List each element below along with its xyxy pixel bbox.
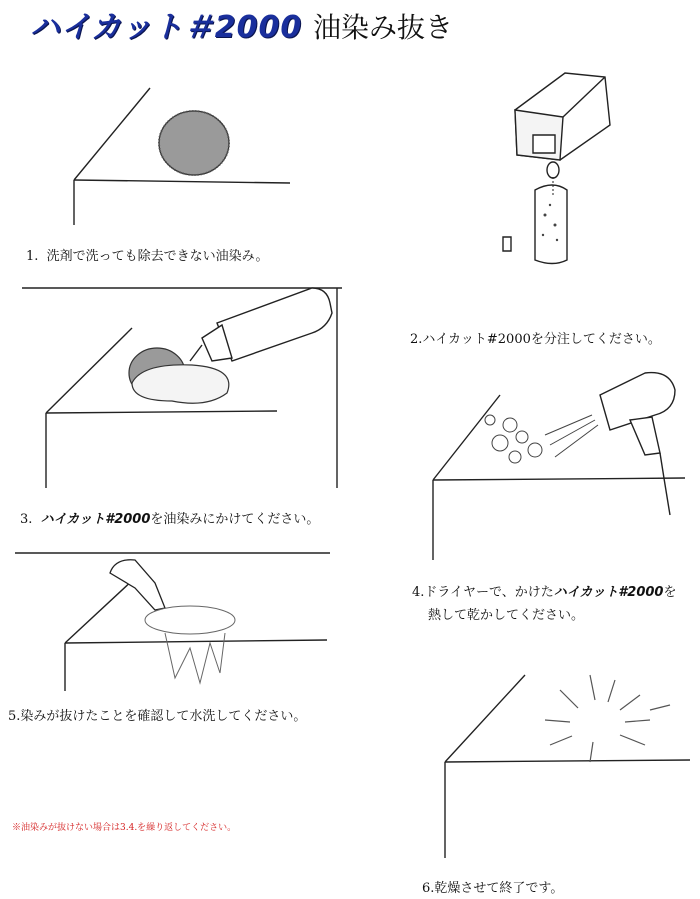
step-text: ドライヤーで、かけた (424, 585, 554, 600)
step-text: を油染みにかけてください。 (150, 512, 320, 527)
illustration-dryer (430, 365, 690, 565)
step-6-caption (422, 877, 563, 896)
step-number: 1. (26, 249, 39, 264)
step-text: 染みが抜けたことを確認して水洗してください。 (20, 709, 307, 724)
brand-inline: ハイカット#2000 (553, 585, 664, 600)
step-5-caption (8, 705, 306, 724)
step-number: 2. (410, 332, 423, 347)
page-subtitle: 油染み抜き (313, 11, 454, 44)
step-number: 3. (20, 512, 33, 527)
product-title: ハイカット＃2000 (30, 10, 303, 45)
step-4-caption-line2: 熱して乾かしてください。 (428, 608, 585, 623)
step-number: 4. (412, 585, 425, 600)
step-text: を (663, 585, 677, 600)
step-text: 洗剤で洗っても除去できない油染み。 (46, 249, 269, 264)
illustration-clean (440, 670, 695, 870)
step-number: 5. (8, 709, 21, 724)
repeat-note: ※油染みが抜けない場合は3.4.を繰り返してください。 (12, 823, 237, 833)
step-2-caption (410, 328, 661, 347)
illustration-wash (15, 548, 335, 693)
step-3-caption (20, 508, 319, 527)
brand-inline: ハイカット#2000 (40, 512, 151, 527)
step-number: 6. (422, 881, 435, 896)
step-text: ハイカット#2000を分注してください。 (422, 332, 661, 347)
step-text: 乾燥させて終了です。 (434, 881, 564, 896)
illustration-apply-solvent (22, 283, 342, 493)
illustration-oil-stain (60, 80, 300, 230)
step-4-caption (412, 581, 677, 600)
illustration-dispense (495, 65, 625, 275)
step-1-caption (26, 245, 268, 264)
